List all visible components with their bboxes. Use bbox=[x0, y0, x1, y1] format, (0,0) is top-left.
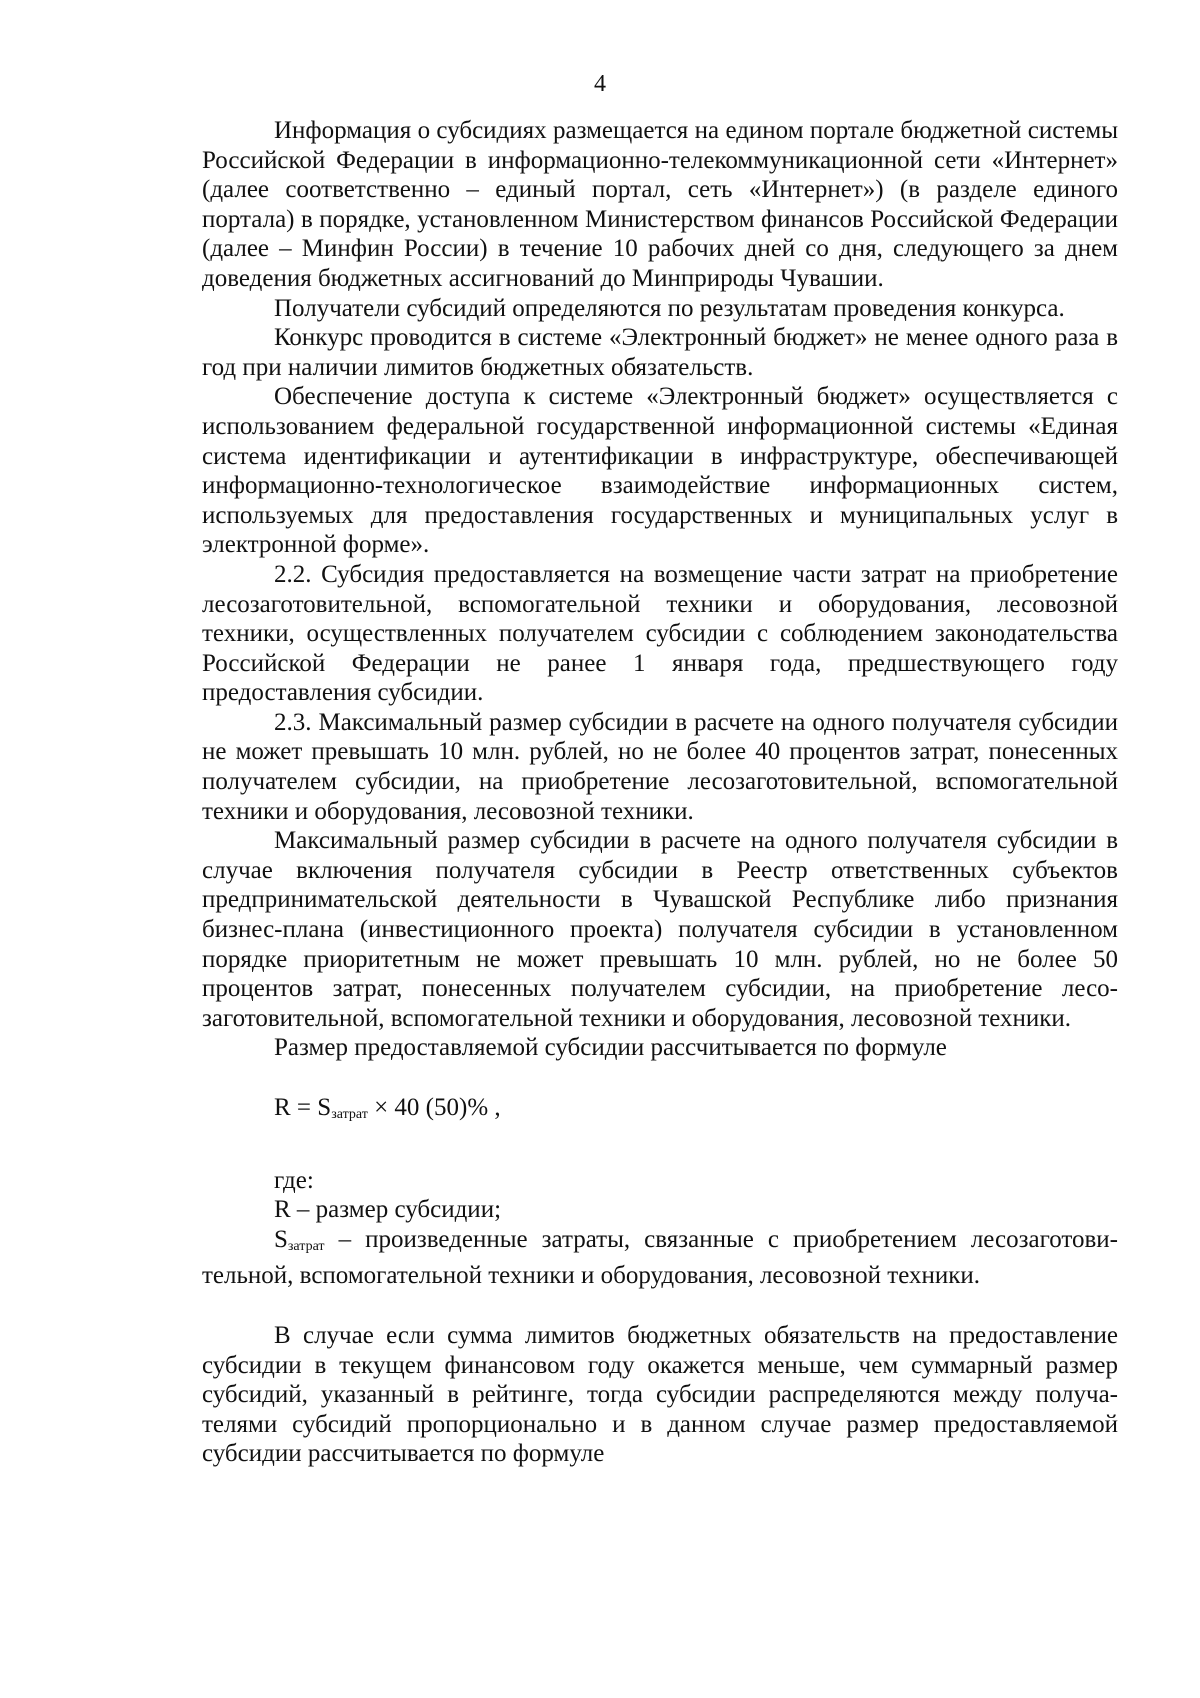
document-body bbox=[202, 116, 1118, 1469]
paragraph-formula-intro: Размер предоставляемой субсидии рассчитывается по формуле bbox=[274, 1034, 947, 1062]
formula-lhs: R = S bbox=[274, 1094, 332, 1121]
legend-s-text: – произведенные затраты, связанные с приобретением лесозаготовительной, вспомогательной техники и оборудования, лесовозной техники. bbox=[202, 1225, 1118, 1290]
formula-legend bbox=[202, 1166, 1118, 1291]
paragraph-2-2-subsidy-purpose: 2.2. Субсидия предоставляется на возмещение части затрат на приобретение лесозаготовительной, вспомогательной техники и оборудования, лесовозной техники, осуществленных получателем субсидии с соблюдением законодательства Российской Федерации не ранее 1 января года, предшествующего году предоставления субсидии. bbox=[202, 560, 1118, 707]
paragraph-subsidy-info-publication: Информация о субсидиях размещается на едином портале бюджетной системы Российской Федерации в информационно-телекоммуникационной сети «Интернет» (далее соответственно – единый портал, сеть «Интернет») (в разделе единого портала) в порядке, установленном Министерством финансов Российской Федерации (далее – Минфин России) в течение 10 рабочих дней со дня, следующего за днем доведения бюджетных ассигнований до Минприроды Чувашии. bbox=[202, 117, 1118, 292]
legend-lead: где: bbox=[274, 1166, 314, 1194]
legend-s-symbol: S bbox=[274, 1225, 288, 1253]
spacer bbox=[202, 1291, 1118, 1321]
paragraph-proportional-distribution: В случае если сумма лимитов бюджетных обязательств на предоставление субсидии в текущем финансовом году окажется меньше, чем суммарный размер субсидий, указанный в рейтинге, тогда субсидии распределяются между получателями субсидий пропорционально и в данном случае размер предоставляемой субсидии рассчитывается по формуле bbox=[202, 1321, 1118, 1468]
paragraph-recipients-by-contest: Получатели субсидий определяются по результатам проведения конкурса. bbox=[274, 294, 1065, 322]
subsidy-formula bbox=[202, 1093, 1118, 1130]
paragraph-2-3-max-subsidy: 2.3. Максимальный размер субсидии в расчете на одного получателя субсидии не может превышать 10 млн. рублей, но не более 40 процентов затрат, понесенных получателем субсидии, на приобретение лесозаготовительной, вспомогательной техники и оборудования, лесовозной техники. bbox=[202, 708, 1118, 825]
paragraph-access-to-electronic-budget: Обеспечение доступа к системе «Электронный бюджет» осуществляется с использованием федеральной государственной информационной системы «Единая система идентификации и аутентификации в инфраструктуре, обеспечивающей информационно-технологическое взаимодействие информационных систем, используемых для предоставления государственных и муниципальных услуг в электронной форме». bbox=[202, 383, 1118, 559]
formula-rhs: × 40 (50)% , bbox=[367, 1094, 501, 1121]
legend-r-definition: R – размер субсидии; bbox=[274, 1196, 502, 1224]
paragraph-contest-electronic-budget: Конкурс проводится в системе «Электронный бюджет» не менее одного раза в год при наличии лимитов бюджетных обязательств. bbox=[202, 324, 1118, 381]
formula-subscript: затрат bbox=[331, 1107, 368, 1122]
paragraph-max-subsidy-priority: Максимальный размер субсидии в расчете на одного получателя субсидии в случае включения получателя субсидии в Реестр ответственных субъектов предпринимательской деятельности в Чувашской Республике либо признания бизнес-плана (инвестиционного проекта) получателя субсидии в установленном порядке приоритетным не может превышать 10 млн. рублей, но не более 50 процентов затрат, понесенных получателем субсидии, на приобретение лесозаготовительной, вспомогательной техники и оборудования, лесовозной техники. bbox=[202, 827, 1118, 1032]
page-number: 4 bbox=[594, 71, 606, 97]
legend-s-definition bbox=[202, 1225, 1118, 1291]
legend-s-subscript: затрат bbox=[287, 1238, 325, 1254]
